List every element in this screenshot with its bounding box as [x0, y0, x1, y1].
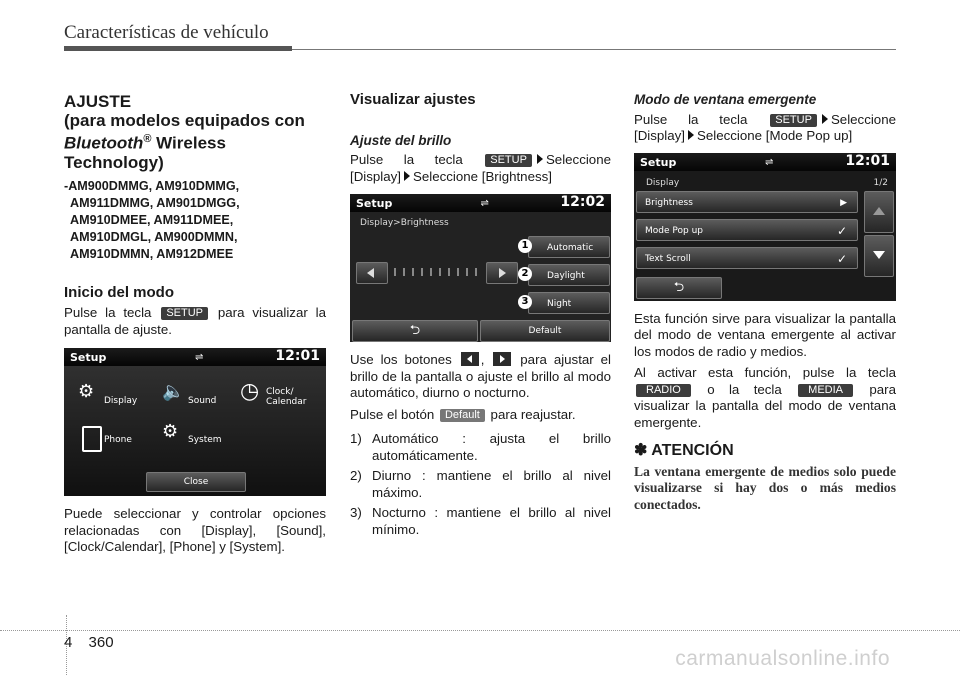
- title-line-3: [64, 130, 326, 153]
- registered-mark: ®: [143, 133, 152, 145]
- option-label: Daylight: [547, 271, 585, 281]
- list-text: Nocturno : mantiene el brillo al nivel mínimo.: [372, 505, 611, 537]
- default-button[interactable]: Default: [480, 320, 610, 342]
- chapter-number: 4: [64, 634, 73, 651]
- right-button-icon: [493, 352, 511, 366]
- chevron-up-icon: [873, 207, 885, 215]
- arrow-right-icon: [688, 130, 694, 140]
- model-line: AM910DMGL, AM900DMMN,: [70, 229, 238, 244]
- setup-key: SETUP: [485, 154, 532, 167]
- title-line-1: AJUSTE: [64, 92, 132, 111]
- model-line: -AM900DMMG, AM910DMMG,: [64, 178, 240, 193]
- brightness-instructions: [350, 152, 611, 185]
- arrow-right-icon: [404, 171, 410, 181]
- night-option[interactable]: [528, 292, 610, 314]
- back-button[interactable]: [636, 277, 722, 299]
- sound-item[interactable]: Sound: [188, 396, 217, 407]
- list-number: 1): [350, 431, 362, 446]
- callout-1-icon: 1: [518, 239, 532, 253]
- text: Seleccione [Brightness]: [413, 168, 552, 184]
- text: para visualizar la pantalla del modo de ventana emergente.: [634, 381, 896, 430]
- breadcrumb: Display>Brightness: [360, 218, 449, 228]
- left-button-icon: [461, 352, 479, 366]
- popup-mode-title: Modo de ventana emergente: [634, 92, 817, 107]
- model-list: [64, 178, 326, 263]
- scroll-up-button[interactable]: [864, 191, 894, 233]
- screen-topbar: [350, 194, 611, 212]
- usb-icon: ⇌: [195, 352, 204, 364]
- screen-title: Setup: [70, 351, 107, 365]
- paragraph-popup-activate: [634, 365, 896, 431]
- screen-title: Setup: [356, 197, 393, 210]
- section-title-display: Visualizar ajustes: [350, 91, 476, 108]
- row-label: Brightness: [645, 197, 693, 208]
- list-text: Automático : ajusta el brillo automáticamente.: [372, 431, 611, 463]
- callout-3-icon: 3: [518, 295, 532, 309]
- setup-key: SETUP: [770, 114, 817, 127]
- header-rule-dark: [64, 46, 292, 51]
- text-scroll-row[interactable]: [636, 247, 858, 269]
- text: para reajustar.: [490, 406, 576, 422]
- title-line-2: (para modelos equipados con: [64, 111, 305, 130]
- display-menu-screen: [634, 153, 896, 301]
- screen-title: Setup: [640, 155, 677, 169]
- check-icon[interactable]: ✓: [836, 223, 847, 238]
- brightness-title: Ajuste del brillo: [350, 132, 452, 148]
- column-2: [350, 92, 611, 542]
- list-text: Diurno : mantiene el brillo al nivel máximo.: [372, 468, 611, 500]
- paragraph-popup-function: Esta función sirve para visualizar la pantalla del modo de ventana emergente al activar los modos de radio y medios.: [634, 310, 896, 359]
- back-icon: ⮌: [409, 323, 421, 338]
- option-label: Automatic: [547, 243, 594, 253]
- system-icon: ⚙: [162, 421, 179, 443]
- column-1: [64, 92, 326, 561]
- row-label: Mode Pop up: [645, 225, 703, 236]
- model-line: AM911DMMG, AM901DMGG,: [70, 195, 240, 210]
- mode-popup-row[interactable]: [636, 219, 858, 241]
- menu-subtitle: Display: [646, 177, 680, 188]
- wireless-word: Wireless: [151, 133, 226, 153]
- header-rule-light: [292, 49, 896, 50]
- setup-key: SETUP: [161, 307, 208, 320]
- back-icon: ⮌: [673, 279, 685, 295]
- brightness-modes-list: [350, 431, 611, 538]
- brightness-up-button[interactable]: [486, 262, 518, 284]
- radio-key: RADIO: [636, 384, 691, 397]
- text: [Display]: [350, 168, 401, 184]
- media-key: MEDIA: [798, 384, 853, 397]
- usb-icon: ⇌: [480, 198, 489, 209]
- brightness-screen: [350, 194, 611, 342]
- phone-item[interactable]: Phone: [104, 435, 132, 446]
- text: para ajustar el brillo de la pantalla o ajuste el brillo al modo automático, diurno o nocturno.: [350, 352, 611, 400]
- screen-clock: 12:01: [275, 348, 320, 365]
- footer-rule: [0, 630, 960, 631]
- text: Pulse la tecla: [634, 111, 748, 127]
- text: para visualizar la pantalla de ajuste.: [64, 305, 326, 337]
- arrow-right-icon: [537, 154, 543, 164]
- popup-instructions: [634, 112, 896, 145]
- text: [Display]: [634, 128, 685, 143]
- usb-icon: ⇌: [765, 156, 774, 168]
- arrow-left-icon: [367, 268, 374, 278]
- text: Seleccione: [545, 152, 611, 167]
- watermark: carmanualsonline.info: [675, 647, 890, 670]
- text: o la tecla: [707, 381, 782, 397]
- title-line-4: Technology): [64, 152, 164, 172]
- page-indicator: 1/2: [873, 177, 888, 188]
- header-title: Características de vehículo: [64, 22, 269, 43]
- scroll-down-button[interactable]: [864, 235, 894, 277]
- list-item: [350, 505, 611, 538]
- page-number: [64, 634, 114, 651]
- screen-clock: 12:02: [560, 194, 605, 210]
- column-3: [634, 92, 896, 513]
- brightness-down-button[interactable]: [356, 262, 388, 284]
- section-title: [64, 92, 326, 172]
- option-label: Night: [547, 299, 572, 309]
- chevron-down-icon: [873, 251, 885, 259]
- daylight-option[interactable]: [528, 264, 610, 286]
- default-key: Default: [440, 409, 485, 422]
- brightness-row[interactable]: [636, 191, 858, 213]
- text: Seleccione: [830, 111, 896, 127]
- callout-2-icon: 2: [518, 267, 532, 281]
- sound-icon: 🔈: [162, 381, 185, 403]
- text: Pulse la tecla: [350, 152, 463, 167]
- arrow-right-icon: [499, 268, 506, 278]
- screen-topbar: [64, 348, 326, 366]
- paragraph-options: Puede seleccionar y controlar opciones relacionadas con [Display], [Sound], [Clock/Calendar], [Phone] y [System].: [64, 506, 326, 555]
- screen-clock: 12:01: [845, 152, 890, 169]
- automatic-option[interactable]: [528, 236, 610, 258]
- brightness-scale[interactable]: [394, 268, 484, 276]
- page-num: 360: [88, 634, 114, 651]
- list-number: 2): [350, 468, 362, 483]
- close-button[interactable]: Close: [146, 472, 246, 492]
- paragraph-intro: [64, 305, 326, 338]
- list-number: 3): [350, 505, 362, 520]
- phone-icon: [82, 426, 102, 452]
- subsection-title: Inicio del modo: [64, 283, 175, 301]
- list-item: [350, 431, 611, 464]
- check-icon[interactable]: ✓: [836, 251, 847, 266]
- display-icon: ⚙: [78, 381, 95, 403]
- display-item[interactable]: Display: [104, 396, 138, 407]
- text: Seleccione [Mode Pop up]: [697, 128, 853, 143]
- text: Al activar esta función, pulse la tecla: [634, 365, 896, 380]
- row-label: Text Scroll: [645, 253, 691, 264]
- attention-text: La ventana emergente de medios solo puede visualizarse si hay dos o más medios conectados.: [634, 463, 896, 512]
- text: Use los botones: [350, 352, 452, 367]
- arrow-right-icon: ▶: [840, 197, 847, 208]
- paragraph-buttons: Use los botones , para ajustar el brillo de la pantalla o ajuste el brillo al modo automático, diurno o nocturno.: [350, 352, 611, 400]
- system-item[interactable]: System: [188, 435, 222, 446]
- paragraph-default: [350, 407, 611, 424]
- attention-title: ✽ ATENCIÓN: [634, 442, 734, 459]
- model-line: AM910DMEE, AM911DMEE,: [70, 212, 234, 227]
- clock-calendar-item[interactable]: Clock/ Calendar: [266, 387, 307, 408]
- screen-topbar: [634, 153, 896, 171]
- arrow-right-icon: [822, 114, 828, 124]
- list-item: [350, 468, 611, 501]
- bluetooth-word: Bluetooth: [64, 133, 144, 153]
- clock-icon: ◷: [240, 379, 260, 405]
- setup-screen: [64, 348, 326, 496]
- text: Pulse la tecla: [64, 305, 152, 321]
- back-button[interactable]: [352, 320, 478, 342]
- text: Pulse el botón: [350, 406, 435, 422]
- model-line: AM910DMMN, AM912DMEE: [70, 246, 234, 261]
